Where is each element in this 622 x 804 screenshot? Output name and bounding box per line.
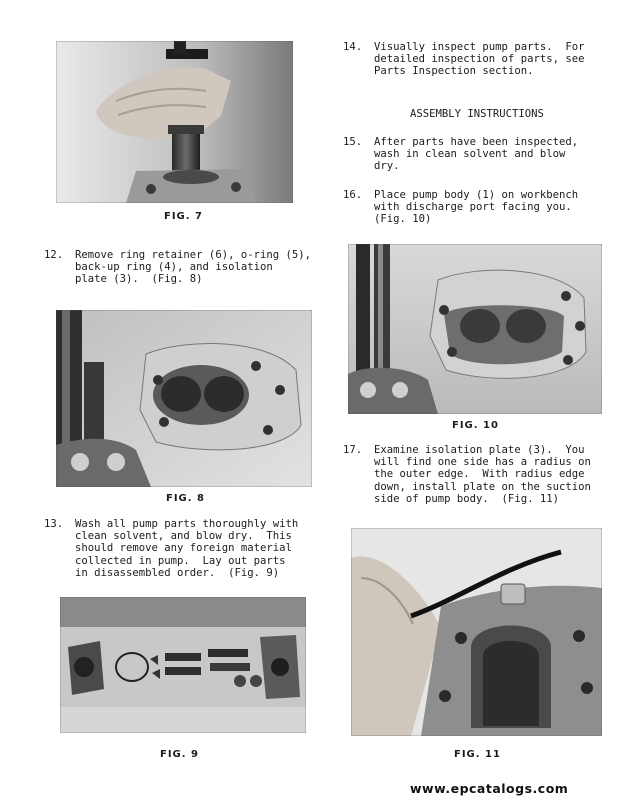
- step-text: Examine isolation plate (3). You will find one side has a radius on the outer edge. With radius edge down, install plate on the suction side of pump body. (Fig. 11): [374, 444, 591, 505]
- fig-10-photo: [348, 244, 602, 414]
- fig-7-photo: [56, 41, 293, 203]
- step-number: 15.: [343, 136, 363, 148]
- fig-8-caption: FIG. 8: [166, 493, 205, 504]
- step-text: Place pump body (1) on workbench with discharge port facing you. (Fig. 10): [374, 189, 579, 226]
- fig-9-photo: [60, 597, 306, 733]
- step-15: [343, 136, 579, 173]
- fig-9-caption: FIG. 9: [160, 749, 199, 760]
- step-number: 12.: [44, 249, 64, 261]
- step-14: [343, 41, 585, 78]
- step-number: 16.: [343, 189, 363, 201]
- step-number: 17.: [343, 444, 363, 456]
- step-16: [343, 189, 579, 226]
- step-text: Remove ring retainer (6), o-ring (5), back-up ring (4), and isolation plate (3). (Fig. 8): [75, 249, 311, 286]
- step-12: [44, 249, 311, 286]
- assembly-instructions-heading: ASSEMBLY INSTRUCTIONS: [410, 108, 544, 120]
- step-text: Visually inspect pump parts. For detailed inspection of parts, see Parts Inspection section.: [374, 41, 585, 78]
- step-number: 14.: [343, 41, 363, 53]
- step-text: Wash all pump parts thoroughly with clean solvent, and blow dry. This should remove any foreign material collected in pump. Lay out parts in disassembled order. (Fig. 9): [75, 518, 299, 579]
- fig-11-photo: [351, 528, 602, 736]
- footer-url: www.epcatalogs.com: [410, 781, 569, 796]
- fig-11-caption: FIG. 11: [454, 749, 501, 760]
- fig-8-photo: [56, 310, 312, 487]
- step-13: [44, 518, 299, 579]
- fig-7-caption: FIG. 7: [164, 211, 203, 222]
- fig-10-caption: FIG. 10: [452, 420, 499, 431]
- step-text: After parts have been inspected, wash in clean solvent and blow dry.: [374, 136, 579, 173]
- step-number: 13.: [44, 518, 64, 530]
- step-17: [343, 444, 591, 505]
